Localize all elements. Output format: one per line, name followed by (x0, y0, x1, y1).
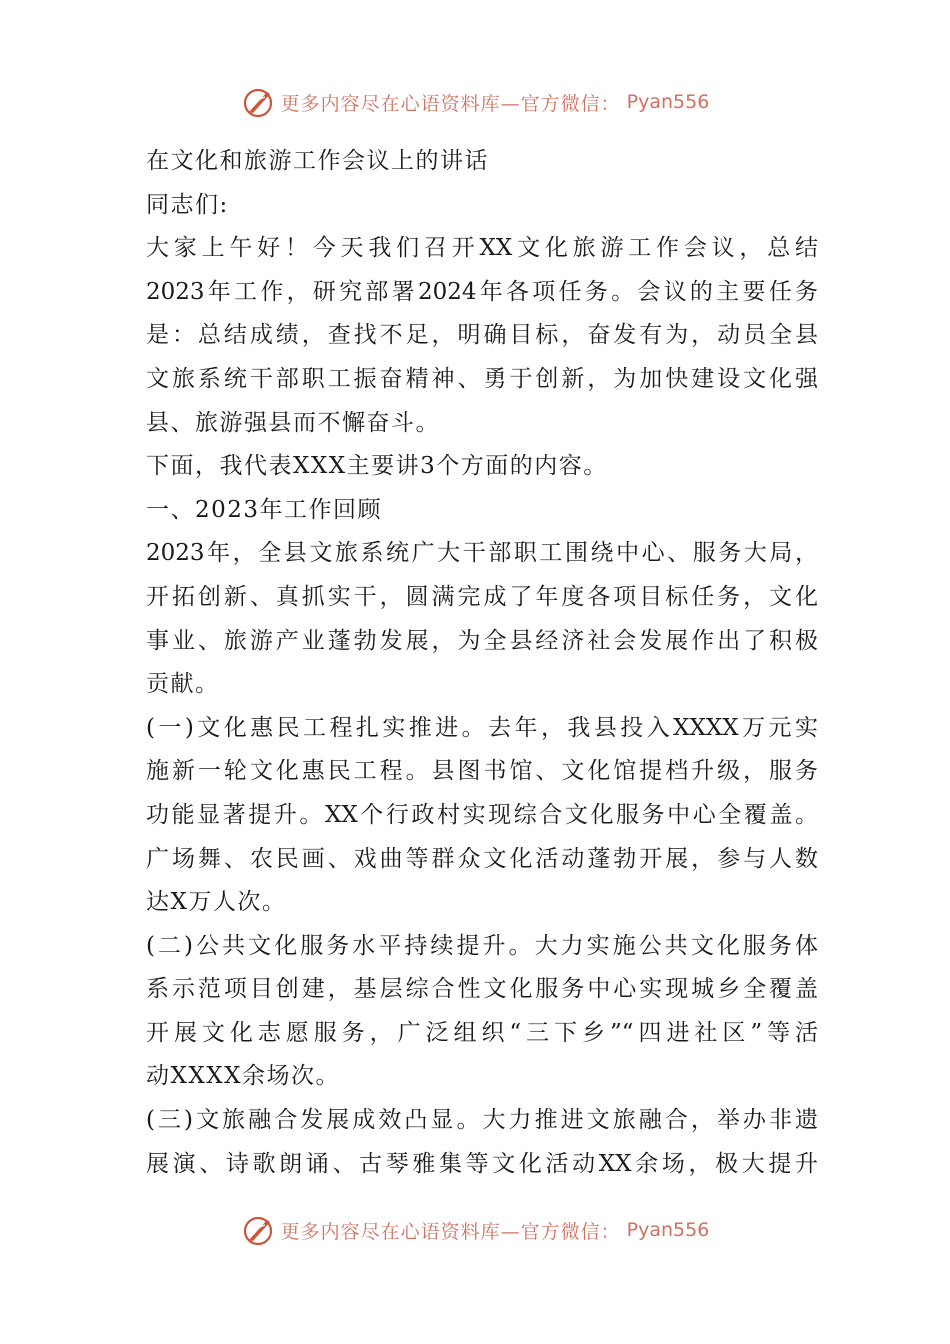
text-line: 同志们: (146, 191, 229, 218)
text-line: 动XXXX余场次。 (146, 1063, 340, 1090)
text-line: 县、旅游强县而不懈奋斗。 (146, 409, 440, 436)
text-line: 一、2023年工作回顾 (146, 496, 383, 523)
text-line: 施新一轮文化惠民工程。县图书馆、文化馆提档升级，服务 (146, 758, 818, 785)
quill-logo-icon (241, 1213, 275, 1247)
text-line: 贡献。 (146, 671, 220, 698)
text-line: 下面，我代表XXX主要讲3个方面的内容。 (146, 453, 608, 480)
text-line: 事业、旅游产业蓬勃发展，为全县经济社会发展作出了积极 (146, 627, 818, 654)
text-line: 功能显著提升。XX个行政村实现综合文化服务中心全覆盖。 (146, 801, 818, 828)
text-line: (一)文化惠民工程扎实推进。去年，我县投入XXXX万元实 (146, 714, 818, 741)
text-line: 广场舞、农民画、戏曲等群众文化活动蓬勃开展，参与人数 (146, 845, 818, 872)
document-body (146, 140, 818, 1186)
text-line: (二)公共文化服务水平持续提升。大力实施公共文化服务体 (146, 932, 818, 959)
watermark-text: 更多内容尽在心语资料库—官方微信： (280, 92, 621, 115)
text-line: 展演、诗歌朗诵、古琴雅集等文化活动XX余场，极大提升 (146, 1150, 818, 1177)
watermark-text: 更多内容尽在心语资料库—官方微信： (280, 1220, 621, 1243)
watermark-wechat-id: Pyan556 (626, 91, 710, 113)
header-watermark (0, 82, 950, 122)
document-lines (146, 184, 818, 1187)
text-line: 达X万人次。 (146, 889, 287, 916)
quill-logo-icon (241, 85, 275, 119)
text-line: 文旅系统干部职工振奋精神、勇于创新，为加快建设文化强 (146, 365, 818, 392)
text-line: 2023年，全县文旅系统广大干部职工围绕中心、服务大局， (146, 540, 818, 567)
text-line: 开展文化志愿服务，广泛组织“三下乡”“四进社区”等活 (146, 1019, 818, 1046)
text-line: 系示范项目创建，基层综合性文化服务中心实现城乡全覆盖 (146, 976, 818, 1003)
text-line: 是：总结成绩，查找不足，明确目标，奋发有为，动员全县 (146, 322, 818, 349)
document-title: 在文化和旅游工作会议上的讲话 (146, 148, 489, 174)
footer-watermark (0, 1210, 950, 1250)
text-line: 大家上午好！今天我们召开XX文化旅游工作会议，总结 (146, 235, 818, 262)
watermark-wechat-id: Pyan556 (626, 1219, 710, 1241)
text-line: 开拓创新、真抓实干，圆满完成了年度各项目标任务，文化 (146, 583, 818, 610)
text-line: (三)文旅融合发展成效凸显。大力推进文旅融合，举办非遗 (146, 1107, 818, 1134)
text-line: 2023年工作，研究部署2024年各项任务。会议的主要任务 (146, 278, 818, 305)
